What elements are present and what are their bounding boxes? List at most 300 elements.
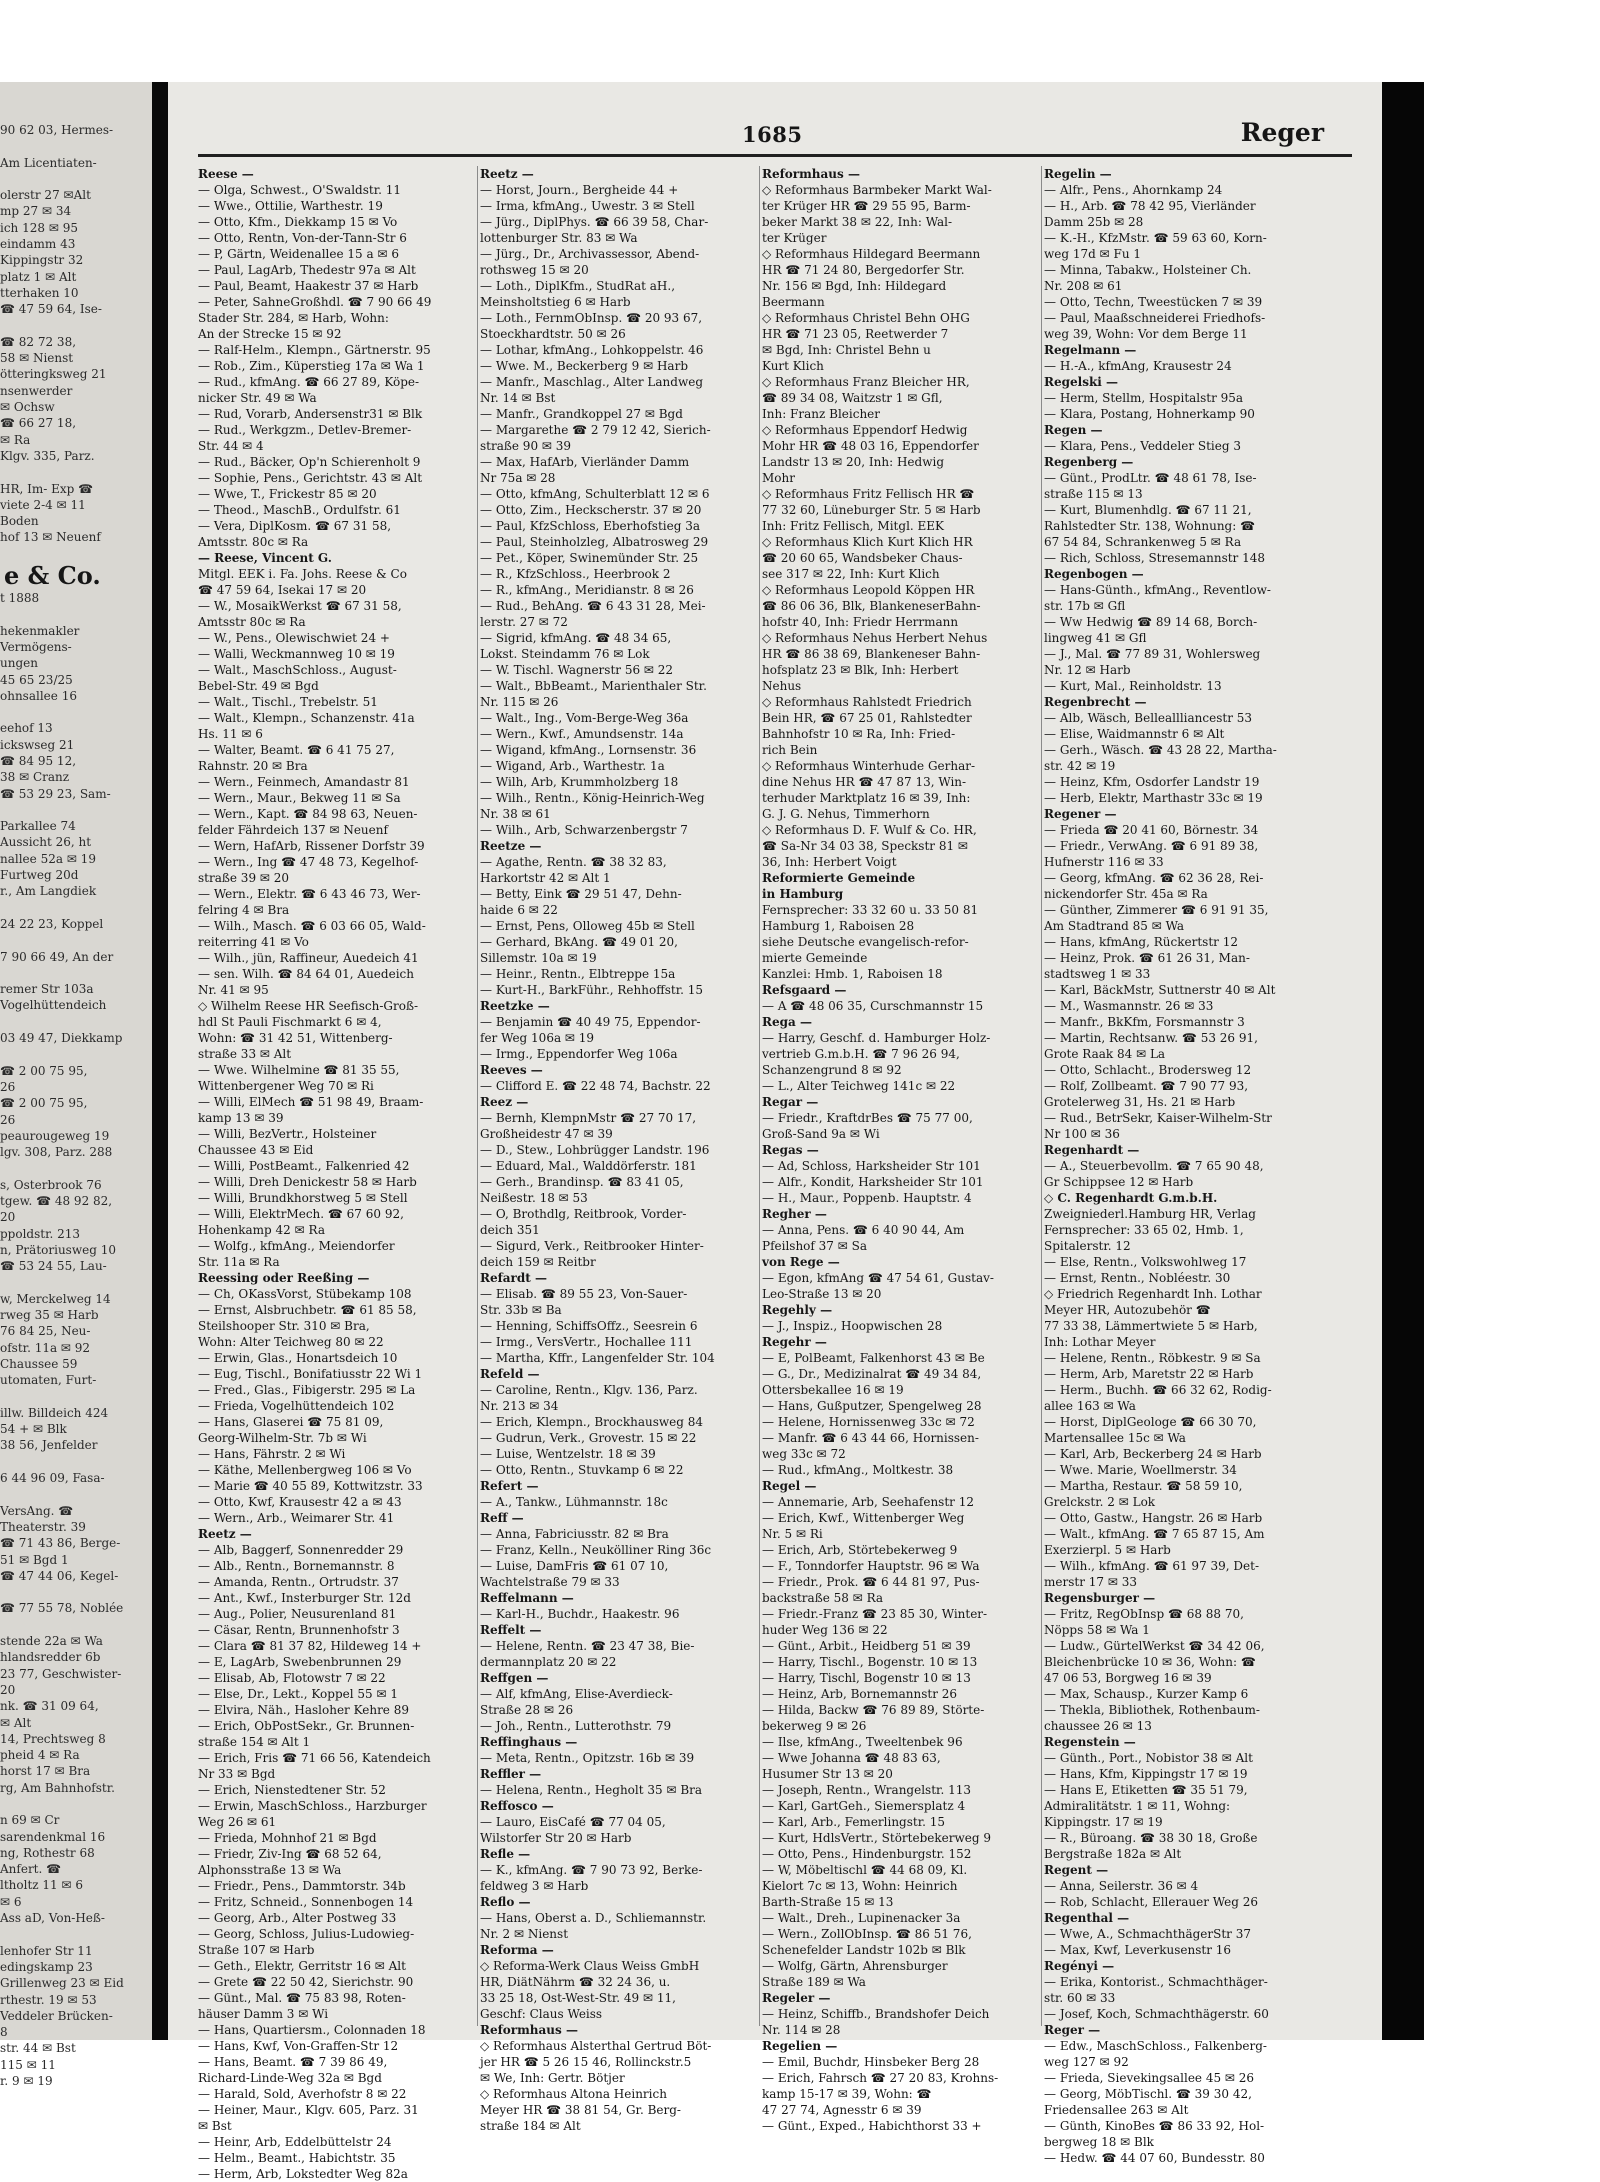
directory-entry-line: — Manfr., Maschlag., Alter Landweg bbox=[480, 375, 704, 389]
directory-entry-line: Straße 28 ✉ 26 bbox=[480, 1703, 574, 1717]
directory-entry-line: — Karl, Arb, Beckerberg 24 ✉ Harb bbox=[1044, 1447, 1262, 1461]
directory-entry-line: — Herm, Arb, Maretstr 22 ✉ Harb bbox=[1044, 1367, 1254, 1381]
directory-entry-line: — Frieda, Sievekingsallee 45 ✉ 26 bbox=[1044, 2071, 1255, 2085]
previous-page-lines bbox=[0, 122, 150, 2089]
directory-entry-line: — Else, Rentn., Volkswohlweg 17 bbox=[1044, 1255, 1247, 1269]
directory-entry-line: terhuder Marktplatz 16 ✉ 39, Inh: bbox=[762, 791, 971, 805]
directory-entry-line: Groß-Sand 9a ✉ Wi bbox=[762, 1127, 880, 1141]
directory-entry-line: Mitgl. EEK i. Fa. Johs. Reese & Co bbox=[198, 567, 407, 581]
directory-entry-line: — Wilh, Arb, Krummholzberg 18 bbox=[480, 775, 679, 789]
previous-page-line: Theaterstr. 39 bbox=[0, 1519, 86, 1534]
directory-entry-line: Grelckstr. 2 ✉ Lok bbox=[1044, 1495, 1156, 1509]
directory-entry-line: — Wern., Arb., Weimarer Str. 41 bbox=[198, 1511, 395, 1525]
previous-page-line: sarendenkmal 16 bbox=[0, 1829, 106, 1844]
directory-entry-line: — Rud, Vorarb, Andersenstr31 ✉ Blk bbox=[198, 407, 423, 421]
previous-page-line: str. 44 ✉ Bst bbox=[0, 2041, 76, 2056]
directory-entry-line: — E, LagArb, Swebenbrunnen 29 bbox=[198, 1655, 402, 1669]
directory-entry-line: — Reese, Vincent G. bbox=[198, 551, 332, 565]
directory-entry-line: — Sigurd, Verk., Reitbrooker Hinter- bbox=[480, 1239, 704, 1253]
directory-entry-line: str. 42 ✉ 19 bbox=[1044, 759, 1116, 773]
previous-page-line: ☎ 84 95 12, bbox=[0, 753, 77, 768]
previous-page-line: horst 17 ✉ Bra bbox=[0, 1764, 91, 1779]
previous-page-line: 24 22 23, Koppel bbox=[0, 916, 104, 931]
directory-entry-line: — R., Büroang. ☎ 38 30 18, Große bbox=[1044, 1831, 1258, 1845]
directory-entry-line: Nöpps 58 ✉ Wa 1 bbox=[1044, 1623, 1150, 1637]
directory-entry-line: — Sophie, Pens., Gerichtstr. 43 ✉ Alt bbox=[198, 471, 423, 485]
directory-entry-line: Inh: Fritz Fellisch, Mitgl. EEK bbox=[762, 519, 945, 533]
directory-entry-line: — Otto, Rentn, Von-der-Tann-Str 6 bbox=[198, 231, 407, 245]
directory-entry-line: reiterring 41 ✉ Vo bbox=[198, 935, 309, 949]
directory-entry-line: ◇ Reformhaus Rahlstedt Friedrich bbox=[762, 695, 972, 709]
directory-entry-line: — Wigand, Arb., Warthestr. 1a bbox=[480, 759, 665, 773]
previous-page-line: lgv. 308, Parz. 288 bbox=[0, 1145, 113, 1160]
directory-entry-line: ☎ 89 34 08, Waitzstr 1 ✉ Gfl, bbox=[762, 391, 943, 405]
directory-entry-line: — Harry, Tischl, Bogenstr 10 ✉ 13 bbox=[762, 1671, 971, 1685]
directory-entry-line: Amtsstr. 80c ✉ Ra bbox=[198, 535, 309, 549]
directory-entry-line: — H., Arb. ☎ 78 42 95, Vierländer bbox=[1044, 199, 1256, 213]
previous-page-line: ✉ Ochsw bbox=[0, 400, 55, 415]
previous-page-line bbox=[0, 802, 150, 818]
directory-entry-line: dermannplatz 20 ✉ 22 bbox=[480, 1655, 617, 1669]
directory-entry-line: backstraße 58 ✉ Ra bbox=[762, 1591, 884, 1605]
previous-page-line: utomaten, Furt- bbox=[0, 1373, 97, 1388]
directory-entry-line: bergweg 18 ✉ Blk bbox=[1044, 2135, 1154, 2149]
directory-entry-line: 77 32 60, Lüneburger Str. 5 ✉ Harb bbox=[762, 503, 981, 517]
directory-entry-line: — Grete ☎ 22 50 42, Sierichstr. 90 bbox=[198, 1975, 414, 1989]
previous-page-line bbox=[0, 1486, 150, 1502]
directory-entry-line: — Paul, Steinholzleg, Albatrosweg 29 bbox=[480, 535, 709, 549]
directory-entry-line: — W. Tischl. Wagnerstr 56 ✉ 22 bbox=[480, 663, 674, 677]
directory-entry-line: — Helene, Rentn. ☎ 23 47 38, Bie- bbox=[480, 1639, 695, 1653]
directory-entry-line: — Rud., Bäcker, Op'n Schierenholt 9 bbox=[198, 455, 421, 469]
directory-entry-line: ☎ Sa-Nr 34 03 38, Speckstr 81 ✉ bbox=[762, 839, 968, 853]
directory-entry-line: Reese — bbox=[198, 167, 254, 181]
directory-entry-line: Refardt — bbox=[480, 1271, 547, 1285]
directory-entry-line: — D., Stew., Lohbrügger Landstr. 196 bbox=[480, 1143, 710, 1157]
previous-page-line: ☎ 2 00 75 95, bbox=[0, 1096, 88, 1111]
directory-entry-line: — Alfr., Kondit, Harksheider Str 101 bbox=[762, 1175, 984, 1189]
previous-page-line: 26 bbox=[0, 1079, 16, 1094]
directory-entry-line: deich 159 ✉ Reitbr bbox=[480, 1255, 596, 1269]
directory-entry-line: — Rud., kfmAng., Moltkestr. 38 bbox=[762, 1463, 954, 1477]
directory-entry-line: — Betty, Eink ☎ 29 51 47, Dehn- bbox=[480, 887, 682, 901]
previous-page-line bbox=[0, 704, 150, 720]
directory-entry-line: — Horst, DiplGeologe ☎ 66 30 70, bbox=[1044, 1415, 1257, 1429]
directory-entry-line: — Gudrun, Verk., Grovestr. 15 ✉ 22 bbox=[480, 1431, 697, 1445]
directory-entry-line: Grotelerweg 31, Hs. 21 ✉ Harb bbox=[1044, 1095, 1236, 1109]
directory-entry-line: Husumer Str 13 ✉ 20 bbox=[762, 1767, 893, 1781]
directory-entry-line: — Amanda, Rentn., Ortrudstr. 37 bbox=[198, 1575, 399, 1589]
directory-entry-line: Nr. 5 ✉ Ri bbox=[762, 1527, 823, 1541]
previous-page-line: s, Osterbrook 76 bbox=[0, 1177, 102, 1192]
directory-entry-line: haide 6 ✉ 22 bbox=[480, 903, 558, 917]
previous-page-line: peaurougeweg 19 bbox=[0, 1128, 110, 1143]
previous-page-line: 20 bbox=[0, 1682, 16, 1697]
directory-entry-line: — W., MosaikWerkst ☎ 67 31 58, bbox=[198, 599, 402, 613]
directory-entry-line: see 317 ✉ 22, Inh: Kurt Klich bbox=[762, 567, 940, 581]
directory-entry-line: — Luise, DamFris ☎ 61 07 10, bbox=[480, 1559, 669, 1573]
directory-entry-line: — Friedr., VerwAng. ☎ 6 91 89 38, bbox=[1044, 839, 1259, 853]
previous-page-line: tterhaken 10 bbox=[0, 285, 79, 300]
directory-entry-line: — Harry, Geschf. d. Hamburger Holz- bbox=[762, 1031, 991, 1045]
directory-entry-line: Inh: Lothar Meyer bbox=[1044, 1335, 1156, 1349]
directory-entry-line: Regehr — bbox=[762, 1335, 827, 1349]
directory-entry-line: felder Fährdeich 137 ✉ Neuenf bbox=[198, 823, 388, 837]
directory-entry-line: — Wilh., Arb, Schwarzenbergstr 7 bbox=[480, 823, 688, 837]
directory-entry-line: Wohn: ☎ 31 42 51, Wittenberg- bbox=[198, 1031, 393, 1045]
directory-entry-line: — Vera, DiplKosm. ☎ 67 31 58, bbox=[198, 519, 392, 533]
directory-entry-line: Inh: Franz Bleicher bbox=[762, 407, 881, 421]
previous-page-line: HR, Im- Exp ☎ bbox=[0, 481, 94, 496]
directory-entry-line: rich Bein bbox=[762, 743, 818, 757]
directory-entry-line: Regenhardt — bbox=[1044, 1143, 1140, 1157]
directory-entry-line: Reetzke — bbox=[480, 999, 550, 1013]
directory-entry-line: Regehly — bbox=[762, 1303, 833, 1317]
directory-entry-line: Reger — bbox=[1044, 2023, 1101, 2037]
directory-entry-line: — Willi, PostBeamt., Falkenried 42 bbox=[198, 1159, 410, 1173]
directory-entry-line: — Elvira, Näh., Hasloher Kehre 89 bbox=[198, 1703, 409, 1717]
directory-entry-line: Richard-Linde-Weg 32a ✉ Bgd bbox=[198, 2071, 382, 2085]
directory-entry-line: Leo-Straße 13 ✉ 20 bbox=[762, 1287, 882, 1301]
directory-entry-line: — Wern., Feinmech, Amandastr 81 bbox=[198, 775, 410, 789]
directory-entry-line: — Wwe., Ottilie, Warthestr. 19 bbox=[198, 199, 383, 213]
directory-entry-line: Friedensallee 263 ✉ Alt bbox=[1044, 2103, 1189, 2117]
previous-page-line: stende 22a ✉ Wa bbox=[0, 1634, 103, 1649]
directory-entry-line: — Günth, KinoBes ☎ 86 33 92, Hol- bbox=[1044, 2119, 1265, 2133]
directory-entry-line: — Ernst, Pens, Olloweg 45b ✉ Stell bbox=[480, 919, 695, 933]
directory-entry-line: Regelien — bbox=[762, 2039, 838, 2053]
directory-entry-line: Reffler — bbox=[480, 1767, 542, 1781]
directory-entry-line: Nr 75a ✉ 28 bbox=[480, 471, 556, 485]
previous-page-line: hlandsredder 6b bbox=[0, 1650, 101, 1665]
directory-entry-line: Beermann bbox=[762, 295, 825, 309]
previous-page-line: eindamm 43 bbox=[0, 237, 76, 252]
previous-page-line: ✉ 6 bbox=[0, 1894, 22, 1909]
previous-page-line: hekenmakler bbox=[0, 623, 80, 638]
directory-entry-line: — R., kfmAng., Meridianstr. 8 ✉ 26 bbox=[480, 583, 694, 597]
directory-entry-line: Hufnerstr 116 ✉ 33 bbox=[1044, 855, 1164, 869]
directory-entry-line: — Hans, Beamt. ☎ 7 39 86 49, bbox=[198, 2055, 388, 2069]
directory-entry-line: An der Strecke 15 ✉ 92 bbox=[198, 327, 342, 341]
directory-entry-line: — W, Möbeltischl ☎ 44 68 09, Kl. bbox=[762, 1863, 968, 1877]
previous-page-line bbox=[0, 1389, 150, 1405]
directory-entry-line: Regenthal — bbox=[1044, 1911, 1130, 1925]
directory-entry-line: — Erich, Klempn., Brockhausweg 84 bbox=[480, 1415, 704, 1429]
directory-entry-line: — Pet., Köper, Swinemünder Str. 25 bbox=[480, 551, 699, 565]
directory-entry-line: — Anna, Seilerstr. 36 ✉ 4 bbox=[1044, 1879, 1199, 1893]
directory-entry-line: — Käthe, Mellenbergweg 106 ✉ Vo bbox=[198, 1463, 412, 1477]
directory-entry-line: Refle — bbox=[480, 1847, 531, 1861]
directory-entry-line: Hamburg 1, Raboisen 28 bbox=[762, 919, 915, 933]
directory-entry-line: — Wigand, kfmAng., Lornsenstr. 36 bbox=[480, 743, 697, 757]
directory-entry-line: — J., Inspiz., Hoopwischen 28 bbox=[762, 1319, 943, 1333]
previous-page-line: rg, Am Bahnhofstr. bbox=[0, 1780, 115, 1795]
directory-entry-line: Landstr 13 ✉ 20, Inh: Hedwig bbox=[762, 455, 945, 469]
previous-page-line: 38 ✉ Cranz bbox=[0, 770, 70, 785]
directory-entry-line: — Walt., Klempn., Schanzenstr. 41a bbox=[198, 711, 415, 725]
directory-entry-line: — Erich, Fris ☎ 71 66 56, Katendeich bbox=[198, 1751, 431, 1765]
directory-entry-line: stadtsweg 1 ✉ 33 bbox=[1044, 967, 1151, 981]
directory-entry-line: — Friedr.-Franz ☎ 23 85 30, Winter- bbox=[762, 1607, 988, 1621]
directory-entry-line: ◇ Reformhaus Fritz Fellisch HR ☎ bbox=[762, 487, 975, 501]
directory-entry-line: — Alf, kfmAng, Elise-Averdieck- bbox=[480, 1687, 673, 1701]
column-4 bbox=[1044, 166, 1323, 2165]
directory-entry-line: — Walt., kfmAng. ☎ 7 65 87 15, Am bbox=[1044, 1527, 1265, 1541]
previous-page-line: ☎ 82 72 38, bbox=[0, 334, 77, 349]
directory-entry-line: — Hans, Kwf, Von-Graffen-Str 12 bbox=[198, 2039, 399, 2053]
directory-entry-line: — Elise, Waidmannstr 6 ✉ Alt bbox=[1044, 727, 1225, 741]
previous-page-line: ☎ 2 00 75 95, bbox=[0, 1063, 88, 1078]
directory-entry-line: — Erika, Kontorist., Schmachthäger- bbox=[1044, 1975, 1268, 1989]
directory-entry-line: — Meta, Rentn., Opitzstr. 16b ✉ 39 bbox=[480, 1751, 695, 1765]
directory-entry-line: — Anna, Pens. ☎ 6 40 90 44, Am bbox=[762, 1223, 965, 1237]
directory-entry-line: — Erwin, MaschSchloss., Harzburger bbox=[198, 1799, 427, 1813]
directory-entry-line: Gr Schippsee 12 ✉ Harb bbox=[1044, 1175, 1194, 1189]
previous-page-line: Furtweg 20d bbox=[0, 868, 79, 883]
previous-page-line: 14, Prechtsweg 8 bbox=[0, 1731, 106, 1746]
directory-entry-line: hofstr 40, Inh: Friedr Herrmann bbox=[762, 615, 959, 629]
directory-entry-line: Str. 44 ✉ 4 bbox=[198, 439, 264, 453]
directory-entry-line: Grote Raak 84 ✉ La bbox=[1044, 1047, 1166, 1061]
directory-entry-line: — Walter, Beamt. ☎ 6 41 75 27, bbox=[198, 743, 395, 757]
previous-page-line: ☎ 71 43 86, Berge- bbox=[0, 1536, 121, 1551]
previous-page-line: 58 ✉ Nienst bbox=[0, 351, 74, 366]
directory-entry-line: — Lothar, kfmAng., Lohkoppelstr. 46 bbox=[480, 343, 704, 357]
directory-entry-line: — Otto, Kwf, Krausestr 42 a ✉ 43 bbox=[198, 1495, 402, 1509]
directory-entry-line: — Hans E, Etiketten ☎ 35 51 79, bbox=[1044, 1783, 1248, 1797]
directory-entry-line: Steilshooper Str. 310 ✉ Bra, bbox=[198, 1319, 370, 1333]
directory-entry-line: ◇ Reformhaus Klich Kurt Klich HR bbox=[762, 535, 973, 549]
directory-entry-line: ◇ Reforma-Werk Claus Weiss GmbH bbox=[480, 1959, 700, 1973]
directory-entry-line: — Gerh., Brandinsp. ☎ 83 41 05, bbox=[480, 1175, 684, 1189]
directory-entry-line: weg 39, Wohn: Vor dem Berge 11 bbox=[1044, 327, 1248, 341]
previous-page-line: Ass aD, Von-Heß- bbox=[0, 1911, 105, 1926]
previous-page-line bbox=[0, 171, 150, 187]
directory-entry-line: nickendorfer Str. 45a ✉ Ra bbox=[1044, 887, 1208, 901]
previous-page-line: hof 13 ✉ Neuenf bbox=[0, 530, 101, 545]
directory-entry-line: — Willi, Brundkhorstweg 5 ✉ Stell bbox=[198, 1191, 408, 1205]
directory-entry-line: str. 60 ✉ 33 bbox=[1044, 1991, 1116, 2005]
previous-page-line: ☎ 77 55 78, Noblée bbox=[0, 1601, 124, 1616]
directory-entry-line: Kippingstr. 17 ✉ 19 bbox=[1044, 1815, 1163, 1829]
directory-entry-line: Ottersbekallee 16 ✉ 19 bbox=[762, 1383, 904, 1397]
directory-entry-line: — Gerh., Wäsch. ☎ 43 28 22, Martha- bbox=[1044, 743, 1277, 757]
directory-entry-line: — Max, Schausp., Kurzer Kamp 6 bbox=[1044, 1687, 1249, 1701]
directory-entry-line: — Luise, Wentzelstr. 18 ✉ 39 bbox=[480, 1447, 656, 1461]
previous-page-line: ofstr. 11a ✉ 92 bbox=[0, 1340, 91, 1355]
directory-entry-line: ter Krüger bbox=[762, 231, 827, 245]
directory-entry-line: Damm 25b ✉ 28 bbox=[1044, 215, 1144, 229]
running-header: Reger bbox=[1240, 118, 1324, 147]
directory-entry-line: ◇ Reformhaus Leopold Köppen HR bbox=[762, 583, 975, 597]
directory-entry-line: — Wwe. Wilhelmine ☎ 81 35 55, bbox=[198, 1063, 400, 1077]
directory-entry-line: — Wern., Maur., Bekweg 11 ✉ Sa bbox=[198, 791, 401, 805]
directory-entry-line: — Heinr., Rentn., Elbtreppe 15a bbox=[480, 967, 676, 981]
directory-entry-line: — Erich, Nienstedtener Str. 52 bbox=[198, 1783, 386, 1797]
directory-entry-line: — H., Maur., Poppenb. Hauptstr. 4 bbox=[762, 1191, 972, 1205]
previous-page-line: olerstr 27 ✉Alt bbox=[0, 188, 91, 203]
directory-entry-line: Regenberg — bbox=[1044, 455, 1134, 469]
directory-entry-line: Regent — bbox=[1044, 1863, 1109, 1877]
directory-entry-line: — Rud., BehAng. ☎ 6 43 31 28, Mei- bbox=[480, 599, 706, 613]
previous-page-line: 90 62 03, Hermes- bbox=[0, 123, 114, 137]
directory-entry-line: Reffelt — bbox=[480, 1623, 542, 1637]
directory-entry-line: 33 25 18, Ost-West-Str. 49 ✉ 11, bbox=[480, 1991, 676, 2005]
directory-entry-line: Reetze — bbox=[480, 839, 542, 853]
previous-page-line: Vermögens- bbox=[0, 639, 72, 654]
directory-entry-line: straße 184 ✉ Alt bbox=[480, 2119, 581, 2133]
directory-entry-line: — Wilh., Rentn., König-Heinrich-Weg bbox=[480, 791, 705, 805]
header-rule bbox=[198, 154, 1352, 157]
directory-entry-line: dine Nehus HR ☎ 47 87 13, Win- bbox=[762, 775, 967, 789]
directory-entry-line: — Hedw. ☎ 44 07 60, Bundesstr. 80 bbox=[1044, 2151, 1265, 2165]
previous-page-line: ☎ 53 29 23, Sam- bbox=[0, 786, 111, 801]
directory-entry-line: — Willi, ElektrMech. ☎ 67 60 92, bbox=[198, 1207, 404, 1221]
previous-page-line: 54 + ✉ Blk bbox=[0, 1422, 67, 1437]
directory-entry-line: chaussee 26 ✉ 13 bbox=[1044, 1719, 1152, 1733]
directory-entry-line: ◇ Reformhaus Hildegard Beermann bbox=[762, 247, 981, 261]
previous-page-line: Kippingstr 32 bbox=[0, 253, 84, 268]
directory-entry-line: — J., Mal. ☎ 77 89 31, Wohlersweg bbox=[1044, 647, 1261, 661]
book-gutter bbox=[152, 82, 168, 2040]
directory-entry-line: Reffinghaus — bbox=[480, 1735, 578, 1749]
directory-entry-line: Reffosco — bbox=[480, 1799, 554, 1813]
directory-entry-line: Admiralitätstr. 1 ✉ 11, Wohng: bbox=[1044, 1799, 1231, 1813]
directory-entry-line: — Olga, Schwest., O'Swaldstr. 11 bbox=[198, 183, 402, 197]
directory-entry-line: — Walt., Dreh., Lupinenacker 3a bbox=[762, 1911, 961, 1925]
directory-entry-line: — Otto, Zim., Heckscherstr. 37 ✉ 20 bbox=[480, 503, 702, 517]
directory-entry-line: Alphonsstraße 13 ✉ Wa bbox=[198, 1863, 342, 1877]
directory-entry-line: — Rob, Schlacht, Ellerauer Weg 26 bbox=[1044, 1895, 1258, 1909]
directory-entry-line: — Wilh., Masch. ☎ 6 03 66 05, Wald- bbox=[198, 919, 426, 933]
directory-entry-line: — Wwe, T., Frickestr 85 ✉ 20 bbox=[198, 487, 377, 501]
directory-entry-line: — Otto, Kfm., Diekkamp 15 ✉ Vo bbox=[198, 215, 398, 229]
directory-entry-line: huder Weg 136 ✉ 22 bbox=[762, 1623, 888, 1637]
directory-entry-line: Refeld — bbox=[480, 1367, 540, 1381]
directory-entry-line: Schanzengrund 8 ✉ 92 bbox=[762, 1063, 902, 1077]
directory-entry-line: — Friedr, Ziv-Ing ☎ 68 52 64, bbox=[198, 1847, 382, 1861]
directory-entry-line: ◇ Reformhaus Winterhude Gerhar- bbox=[762, 759, 976, 773]
directory-entry-line: — R., KfzSchloss., Heerbrook 2 bbox=[480, 567, 671, 581]
directory-entry-line: Regel — bbox=[762, 1479, 817, 1493]
directory-entry-line: Chaussee 43 ✉ Eid bbox=[198, 1143, 314, 1157]
directory-entry-line: — O, Brothdlg, Reitbrook, Vorder- bbox=[480, 1207, 687, 1221]
previous-page-line: nk. ☎ 31 09 64, bbox=[0, 1699, 99, 1714]
directory-entry-line: Straße 107 ✉ Harb bbox=[198, 1943, 315, 1957]
directory-entry-line: — Frieda ☎ 20 41 60, Börnestr. 34 bbox=[1044, 823, 1259, 837]
directory-entry-line: Nr. 208 ✉ 61 bbox=[1044, 279, 1123, 293]
directory-entry-line: jer HR ☎ 5 26 15 46, Rollinckstr.5 bbox=[480, 2055, 692, 2069]
directory-entry-line: Refert — bbox=[480, 1479, 539, 1493]
directory-entry-line: Meyer HR, Autozubehör ☎ bbox=[1044, 1303, 1211, 1317]
directory-entry-line: Str. 33b ✉ Ba bbox=[480, 1303, 562, 1317]
previous-page-line: Grillenweg 23 ✉ Eid bbox=[0, 1976, 124, 1991]
directory-entry-line: Regener — bbox=[1044, 807, 1117, 821]
directory-entry-line: — Martha, Restaur. ☎ 58 59 10, bbox=[1044, 1479, 1243, 1493]
directory-entry-line: — G., Dr., Medizinalrat ☎ 49 34 84, bbox=[762, 1367, 982, 1381]
previous-page-line: ötteringksweg 21 bbox=[0, 367, 107, 382]
previous-page-line: 45 65 23/25 bbox=[0, 672, 73, 687]
directory-entry-line: Großheidestr 47 ✉ 39 bbox=[480, 1127, 613, 1141]
directory-entry-line: Sillemstr. 10a ✉ 19 bbox=[480, 951, 597, 965]
directory-entry-line: Straße 189 ✉ Wa bbox=[762, 1975, 866, 1989]
directory-entry-line: — Erich, Fahrsch ☎ 27 20 83, Krohns- bbox=[762, 2071, 999, 2085]
directory-entry-line: ◇ Reformhaus Altona Heinrich bbox=[480, 2087, 667, 2101]
directory-entry-line: — Günt., Exped., Habichthorst 33 + bbox=[762, 2119, 982, 2133]
directory-entry-line: Reflo — bbox=[480, 1895, 531, 1909]
directory-entry-line: Rega — bbox=[762, 1015, 812, 1029]
directory-entry-line: — Paul, Beamt, Haakestr 37 ✉ Harb bbox=[198, 279, 419, 293]
directory-entry-line: Wittenbergener Weg 70 ✉ Ri bbox=[198, 1079, 374, 1093]
directory-entry-line: — Karl, BäckMstr, Suttnerstr 40 ✉ Alt bbox=[1044, 983, 1276, 997]
previous-page-line: ohnsallee 16 bbox=[0, 688, 77, 703]
directory-entry-line: straße 90 ✉ 39 bbox=[480, 439, 572, 453]
directory-entry-line: — Günt., Arbit., Heidberg 51 ✉ 39 bbox=[762, 1639, 971, 1653]
directory-entry-line: allee 163 ✉ Wa bbox=[1044, 1399, 1136, 1413]
previous-page-line: lenhofer Str 11 bbox=[0, 1943, 93, 1958]
directory-entry-line: straße 154 ✉ Alt 1 bbox=[198, 1735, 311, 1749]
directory-entry-line: — Elisab, Ab, Flotowstr 7 ✉ 22 bbox=[198, 1671, 386, 1685]
directory-entry-line: — K.-H., KfzMstr. ☎ 59 63 60, Korn- bbox=[1044, 231, 1267, 245]
directory-entry-line: — Ilse, kfmAng., Tweeltenbek 96 bbox=[762, 1735, 963, 1749]
previous-page-line: mp 27 ✉ 34 bbox=[0, 204, 72, 219]
directory-entry-line: — Fritz, Schneid., Sonnenbogen 14 bbox=[198, 1895, 414, 1909]
previous-page-line bbox=[0, 965, 150, 981]
directory-entry-line: Reff — bbox=[480, 1511, 524, 1525]
directory-entry-line: — Herm., Buchh. ☎ 66 32 62, Rodig- bbox=[1044, 1383, 1272, 1397]
directory-entry-line: — Martin, Rechtsanw. ☎ 53 26 91, bbox=[1044, 1031, 1258, 1045]
directory-entry-line: — Agathe, Rentn. ☎ 38 32 83, bbox=[480, 855, 667, 869]
directory-entry-line: Schenefelder Landstr 102b ✉ Blk bbox=[762, 1943, 966, 1957]
previous-page-line: nallee 52a ✉ 19 bbox=[0, 851, 96, 866]
directory-entry-line: Reffgen — bbox=[480, 1671, 549, 1685]
directory-entry-line: — Heinz, Prok. ☎ 61 26 31, Man- bbox=[1044, 951, 1250, 965]
page-number: 1685 bbox=[742, 122, 803, 147]
directory-entry-line: siehe Deutsche evangelisch-refor- bbox=[762, 935, 969, 949]
directory-entry-line: Reformhaus — bbox=[480, 2023, 578, 2037]
directory-entry-line: Hs. 11 ✉ 6 bbox=[198, 727, 263, 741]
directory-entry-line: — Max, HafArb, Vierländer Damm bbox=[480, 455, 690, 469]
directory-entry-line: Kurt Klich bbox=[762, 359, 824, 373]
directory-entry-line: — Alb., Rentn., Bornemannstr. 8 bbox=[198, 1559, 395, 1573]
directory-entry-line: — Caroline, Rentn., Klgv. 136, Parz. bbox=[480, 1383, 698, 1397]
previous-page-line: ☎ 53 24 55, Lau- bbox=[0, 1259, 107, 1274]
directory-entry-line: — Emil, Buchdr, Hinsbeker Berg 28 bbox=[762, 2055, 980, 2069]
previous-page-line: 51 ✉ Bgd 1 bbox=[0, 1552, 69, 1567]
previous-page-line bbox=[0, 1160, 150, 1176]
column-separator bbox=[1041, 166, 1042, 2026]
directory-entry-line: ◇ Reformhaus Alsterthal Gertrud Böt- bbox=[480, 2039, 712, 2053]
directory-entry-line: — Ludw., GürtelWerkst ☎ 34 42 06, bbox=[1044, 1639, 1265, 1653]
previous-page-line: nsenwerder bbox=[0, 383, 73, 398]
directory-entry-line: — Günt., Mal. ☎ 75 83 98, Roten- bbox=[198, 1991, 406, 2005]
previous-page-line: 38 56, Jenfelder bbox=[0, 1438, 98, 1453]
directory-entry-line: Spitalerstr. 12 bbox=[1044, 1239, 1131, 1253]
previous-page-line: Aussicht 26, ht bbox=[0, 835, 92, 850]
directory-entry-line: — sen. Wilh. ☎ 84 64 01, Auedeich bbox=[198, 967, 414, 981]
directory-entry-line: — Wolfg., kfmAng., Meiendorfer bbox=[198, 1239, 395, 1253]
directory-entry-line: — Manfr., BkKfm, Forsmannstr 3 bbox=[1044, 1015, 1245, 1029]
directory-entry-line: HR, DiätNährm ☎ 32 24 36, u. bbox=[480, 1975, 671, 1989]
directory-entry-line: Rahnstr. 20 ✉ Bra bbox=[198, 759, 308, 773]
previous-page-line: r. 9 ✉ 19 bbox=[0, 2074, 53, 2089]
directory-entry-line: Kielort 7c ✉ 13, Wohn: Heinrich bbox=[762, 1879, 958, 1893]
previous-page-line: ppoldstr. 213 bbox=[0, 1226, 81, 1241]
directory-entry-line: Regensburger — bbox=[1044, 1591, 1156, 1605]
directory-entry-line: — Karl-H., Buchdr., Haakestr. 96 bbox=[480, 1607, 680, 1621]
directory-entry-line: — Wern., Kapt. ☎ 84 98 63, Neuen- bbox=[198, 807, 418, 821]
directory-entry-line: Nr. 156 ✉ Bgd, Inh: Hildegard bbox=[762, 279, 947, 293]
